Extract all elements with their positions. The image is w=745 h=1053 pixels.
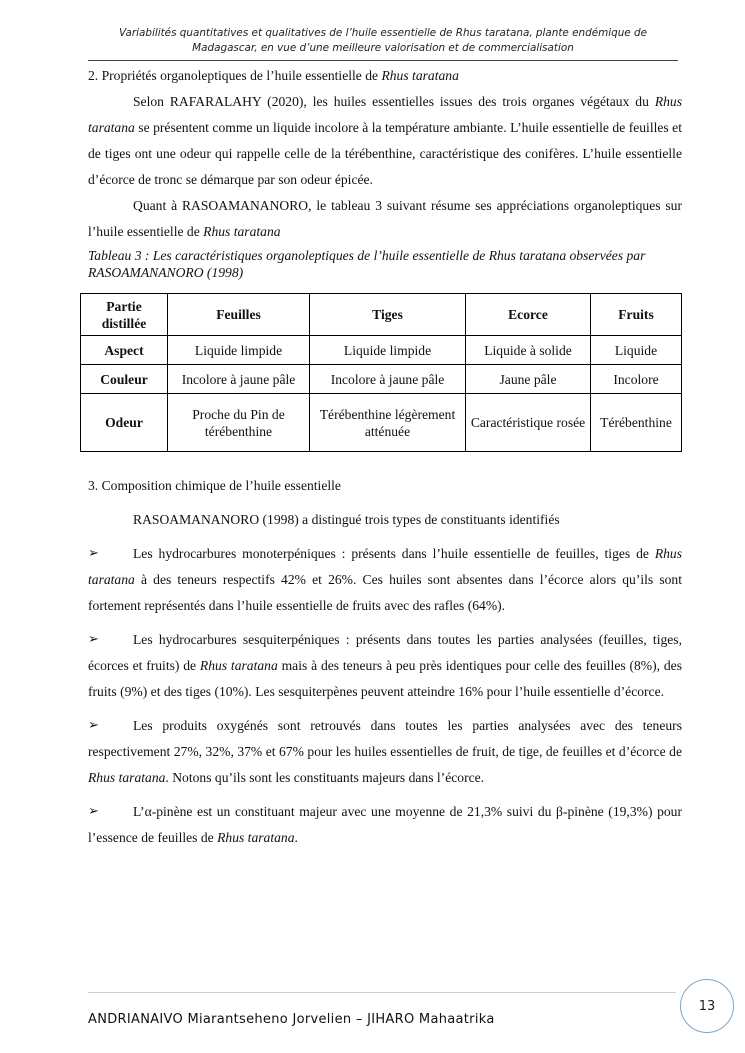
arrow-bullet-icon: ➢ bbox=[88, 546, 99, 561]
header-cell-bark: Ecorce bbox=[466, 294, 591, 336]
b2-text-a: Les hydrocarbures sesquiterpéniques : présents dans toutes les parties analysées (feuilles, tiges, écorces et fruits) de bbox=[88, 632, 682, 673]
b3-text-a: Les produits oxygénés sont retrouvés dans toutes les parties analysées avec des teneurs respectivement 27%, 32%, 37% et 67% pour les huiles essentielles de fruit, de tige, de feuilles et d’écorce de bbox=[88, 718, 682, 759]
section-2-heading-species: Rhus taratana bbox=[381, 68, 459, 83]
running-header bbox=[88, 26, 678, 56]
table-cell: Proche du Pin de térébenthine bbox=[168, 394, 310, 452]
table-caption: Tableau 3 : Les caractéristiques organoleptiques de l’huile essentielle de Rhus taratana observées par RASOAMANANORO (1998) bbox=[88, 248, 646, 280]
header-divider bbox=[88, 60, 678, 61]
p1-text-a: Selon RAFARALAHY (2020), les huiles essentielles issues des trois organes végétaux du bbox=[133, 94, 655, 109]
bullet-sesquiterpenes bbox=[88, 627, 682, 705]
b3-species: Rhus taratana bbox=[88, 770, 166, 785]
arrow-bullet-icon: ➢ bbox=[88, 718, 99, 733]
p1-text-b: se présentent comme un liquide incolore à la température ambiante. L’huile essentielle de feuilles et de tiges ont une odeur qui rappelle celle de la térébenthine, caractéristique des conifères. L’huile essentielle d’écorce de tronc se démarque par son odeur épicée. bbox=[88, 120, 682, 187]
b1-species: Rhus taratana bbox=[88, 546, 682, 587]
bullet-pinene bbox=[88, 799, 682, 851]
header-cell-stems: Tiges bbox=[310, 294, 466, 336]
section-3-heading: 3. Composition chimique de l’huile essentielle bbox=[88, 478, 341, 493]
p1-species: Rhus taratana bbox=[88, 94, 682, 135]
table-row bbox=[81, 336, 682, 365]
b3-text-b: . Notons qu’ils sont les constituants majeurs dans l’écorce. bbox=[165, 770, 485, 785]
section-3-intro: RASOAMANANORO (1998) a distingué trois types de constituants identifiés bbox=[133, 512, 560, 527]
b4-species: Rhus taratana bbox=[217, 830, 295, 845]
p2-text-a: Quant à RASOAMANANORO, le tableau 3 suivant résume ses appréciations organoleptiques sur l’huile essentielle de bbox=[88, 198, 682, 239]
table-cell: Incolore à jaune pâle bbox=[310, 365, 466, 394]
header-cell-leaves: Feuilles bbox=[168, 294, 310, 336]
b1-text-b: à des teneurs respectifs 42% et 26%. Ces huiles sont absentes dans l’écorce alors qu’ils sont fortement représentés dans l’huile essentielle de fruits avec des rafles (64%). bbox=[88, 572, 682, 613]
table-cell: Jaune pâle bbox=[466, 365, 591, 394]
table-row bbox=[81, 365, 682, 394]
b4-text-b: . bbox=[294, 830, 298, 845]
b1-text-a: Les hydrocarbures monoterpéniques : présents dans l’huile essentielle de feuilles, tiges de bbox=[133, 546, 655, 561]
section-2-heading-text: 2. Propriétés organoleptiques de l’huile essentielle de bbox=[88, 68, 382, 83]
arrow-bullet-icon: ➢ bbox=[88, 632, 99, 647]
b2-text-b: mais à des teneurs à peu près identiques pour celle des feuilles (8%), des fruits (9%) et des tiges (10%). Les sesquiterpènes peuvent atteindre 16% pour l’huile essentielle d’écorce. bbox=[88, 658, 682, 699]
header-line-1: Variabilités quantitatives et qualitatives de l’huile essentielle de Rhus taratana, plante endémique de bbox=[119, 27, 647, 39]
header-line-2: Madagascar, en vue d’une meilleure valorisation et de commercialisation bbox=[192, 42, 574, 54]
table-cell: Incolore bbox=[591, 365, 682, 394]
page-body bbox=[88, 63, 682, 851]
table-cell: Incolore à jaune pâle bbox=[168, 365, 310, 394]
footer-authors: ANDRIANAIVO Miarantseheno Jorvelien – JIHARO Mahaatrika bbox=[88, 1012, 495, 1027]
b2-species: Rhus taratana bbox=[199, 658, 278, 673]
table-cell: Térébenthine légèrement atténuée bbox=[310, 394, 466, 452]
bullet-monoterpenes bbox=[88, 541, 682, 619]
b4-text-a: L’α-pinène est un constituant majeur avec une moyenne de 21,3% suivi du β-pinène (19,3%) pour l’essence de feuilles de bbox=[88, 804, 682, 845]
paragraph-rafaralahy bbox=[88, 89, 682, 193]
table-header-row bbox=[81, 294, 682, 336]
section-2-heading bbox=[88, 63, 682, 89]
table-cell: Térébenthine bbox=[591, 394, 682, 452]
footer-divider bbox=[88, 992, 676, 993]
arrow-bullet-icon: ➢ bbox=[88, 804, 99, 819]
table-row bbox=[81, 394, 682, 452]
table-cell: Caractéristique rosée bbox=[466, 394, 591, 452]
table-cell: Liquide limpide bbox=[168, 336, 310, 365]
header-cell-part: Partie distillée bbox=[81, 294, 168, 336]
table-cell: Liquide limpide bbox=[310, 336, 466, 365]
bullet-oxygenated bbox=[88, 713, 682, 791]
row-label-aspect: Aspect bbox=[81, 336, 168, 365]
header-cell-fruits: Fruits bbox=[591, 294, 682, 336]
organoleptic-table bbox=[80, 293, 682, 452]
row-label-color: Couleur bbox=[81, 365, 168, 394]
paragraph-rasoamananoro bbox=[88, 193, 682, 245]
p2-species: Rhus taratana bbox=[203, 224, 281, 239]
table-cell: Liquide à solide bbox=[466, 336, 591, 365]
page-number: 13 bbox=[680, 979, 734, 1033]
table-cell: Liquide bbox=[591, 336, 682, 365]
row-label-odor: Odeur bbox=[81, 394, 168, 452]
